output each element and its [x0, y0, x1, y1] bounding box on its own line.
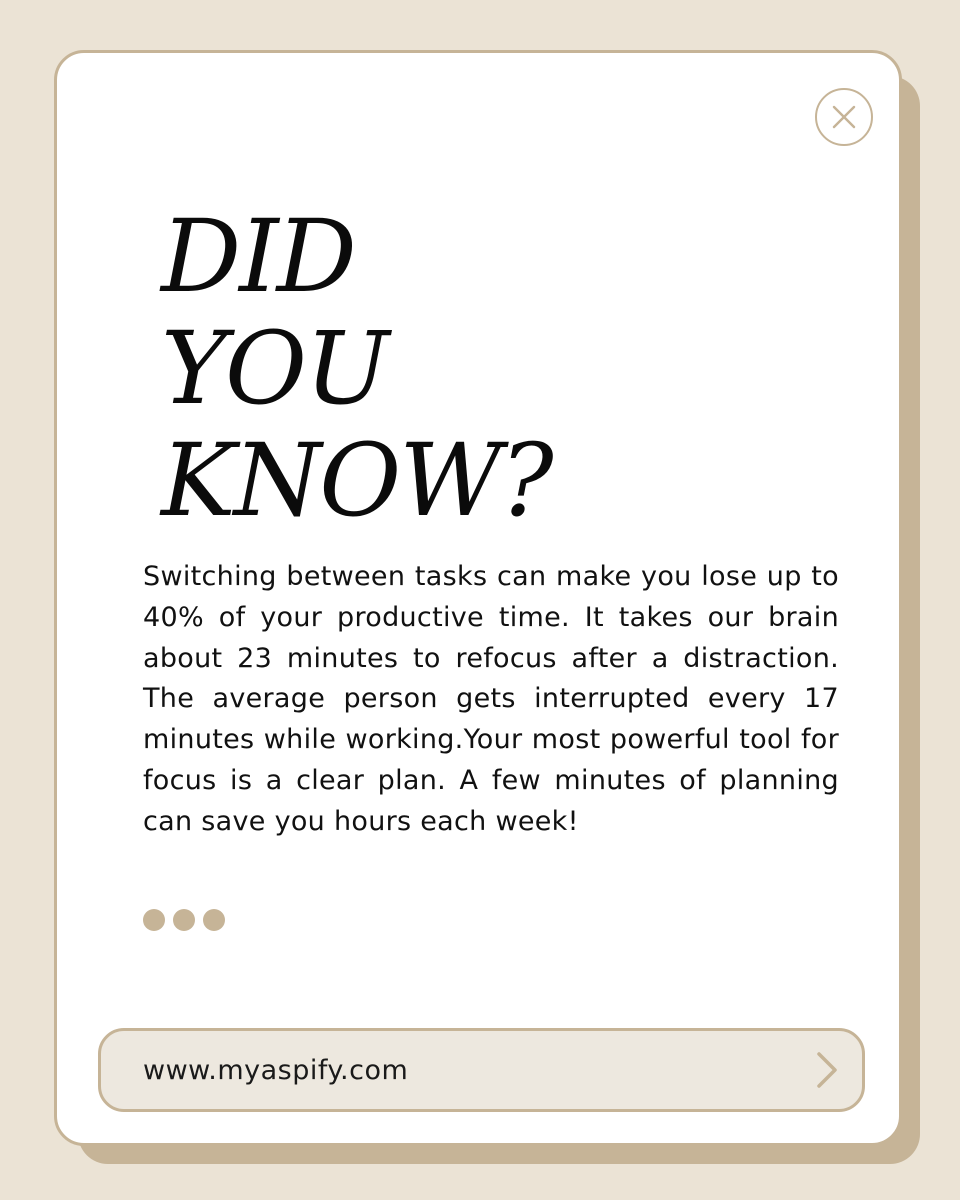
dot	[173, 909, 195, 931]
website-link-bar[interactable]	[98, 1028, 865, 1112]
dots-decoration	[143, 909, 225, 931]
headline-line-2: YOU	[161, 310, 388, 427]
dot	[143, 909, 165, 931]
headline-line-1: DID	[161, 198, 355, 315]
close-button[interactable]	[815, 88, 873, 146]
headline	[161, 198, 552, 539]
chevron-right-icon[interactable]	[816, 1051, 838, 1089]
close-icon	[832, 105, 856, 129]
website-url[interactable]: www.myaspify.com	[143, 1054, 409, 1086]
did-you-know-card	[54, 50, 902, 1146]
dot	[203, 909, 225, 931]
fact-paragraph: Switching between tasks can make you lose up to 40% of your productive time. It takes our brain about 23 minutes to refocus after a distraction. The average person gets interrupted every 17 minutes while working.Your most powerful tool for focus is a clear plan. A few minutes of planning can save you hours each week!	[143, 561, 839, 837]
headline-line-3: KNOW?	[161, 422, 552, 539]
